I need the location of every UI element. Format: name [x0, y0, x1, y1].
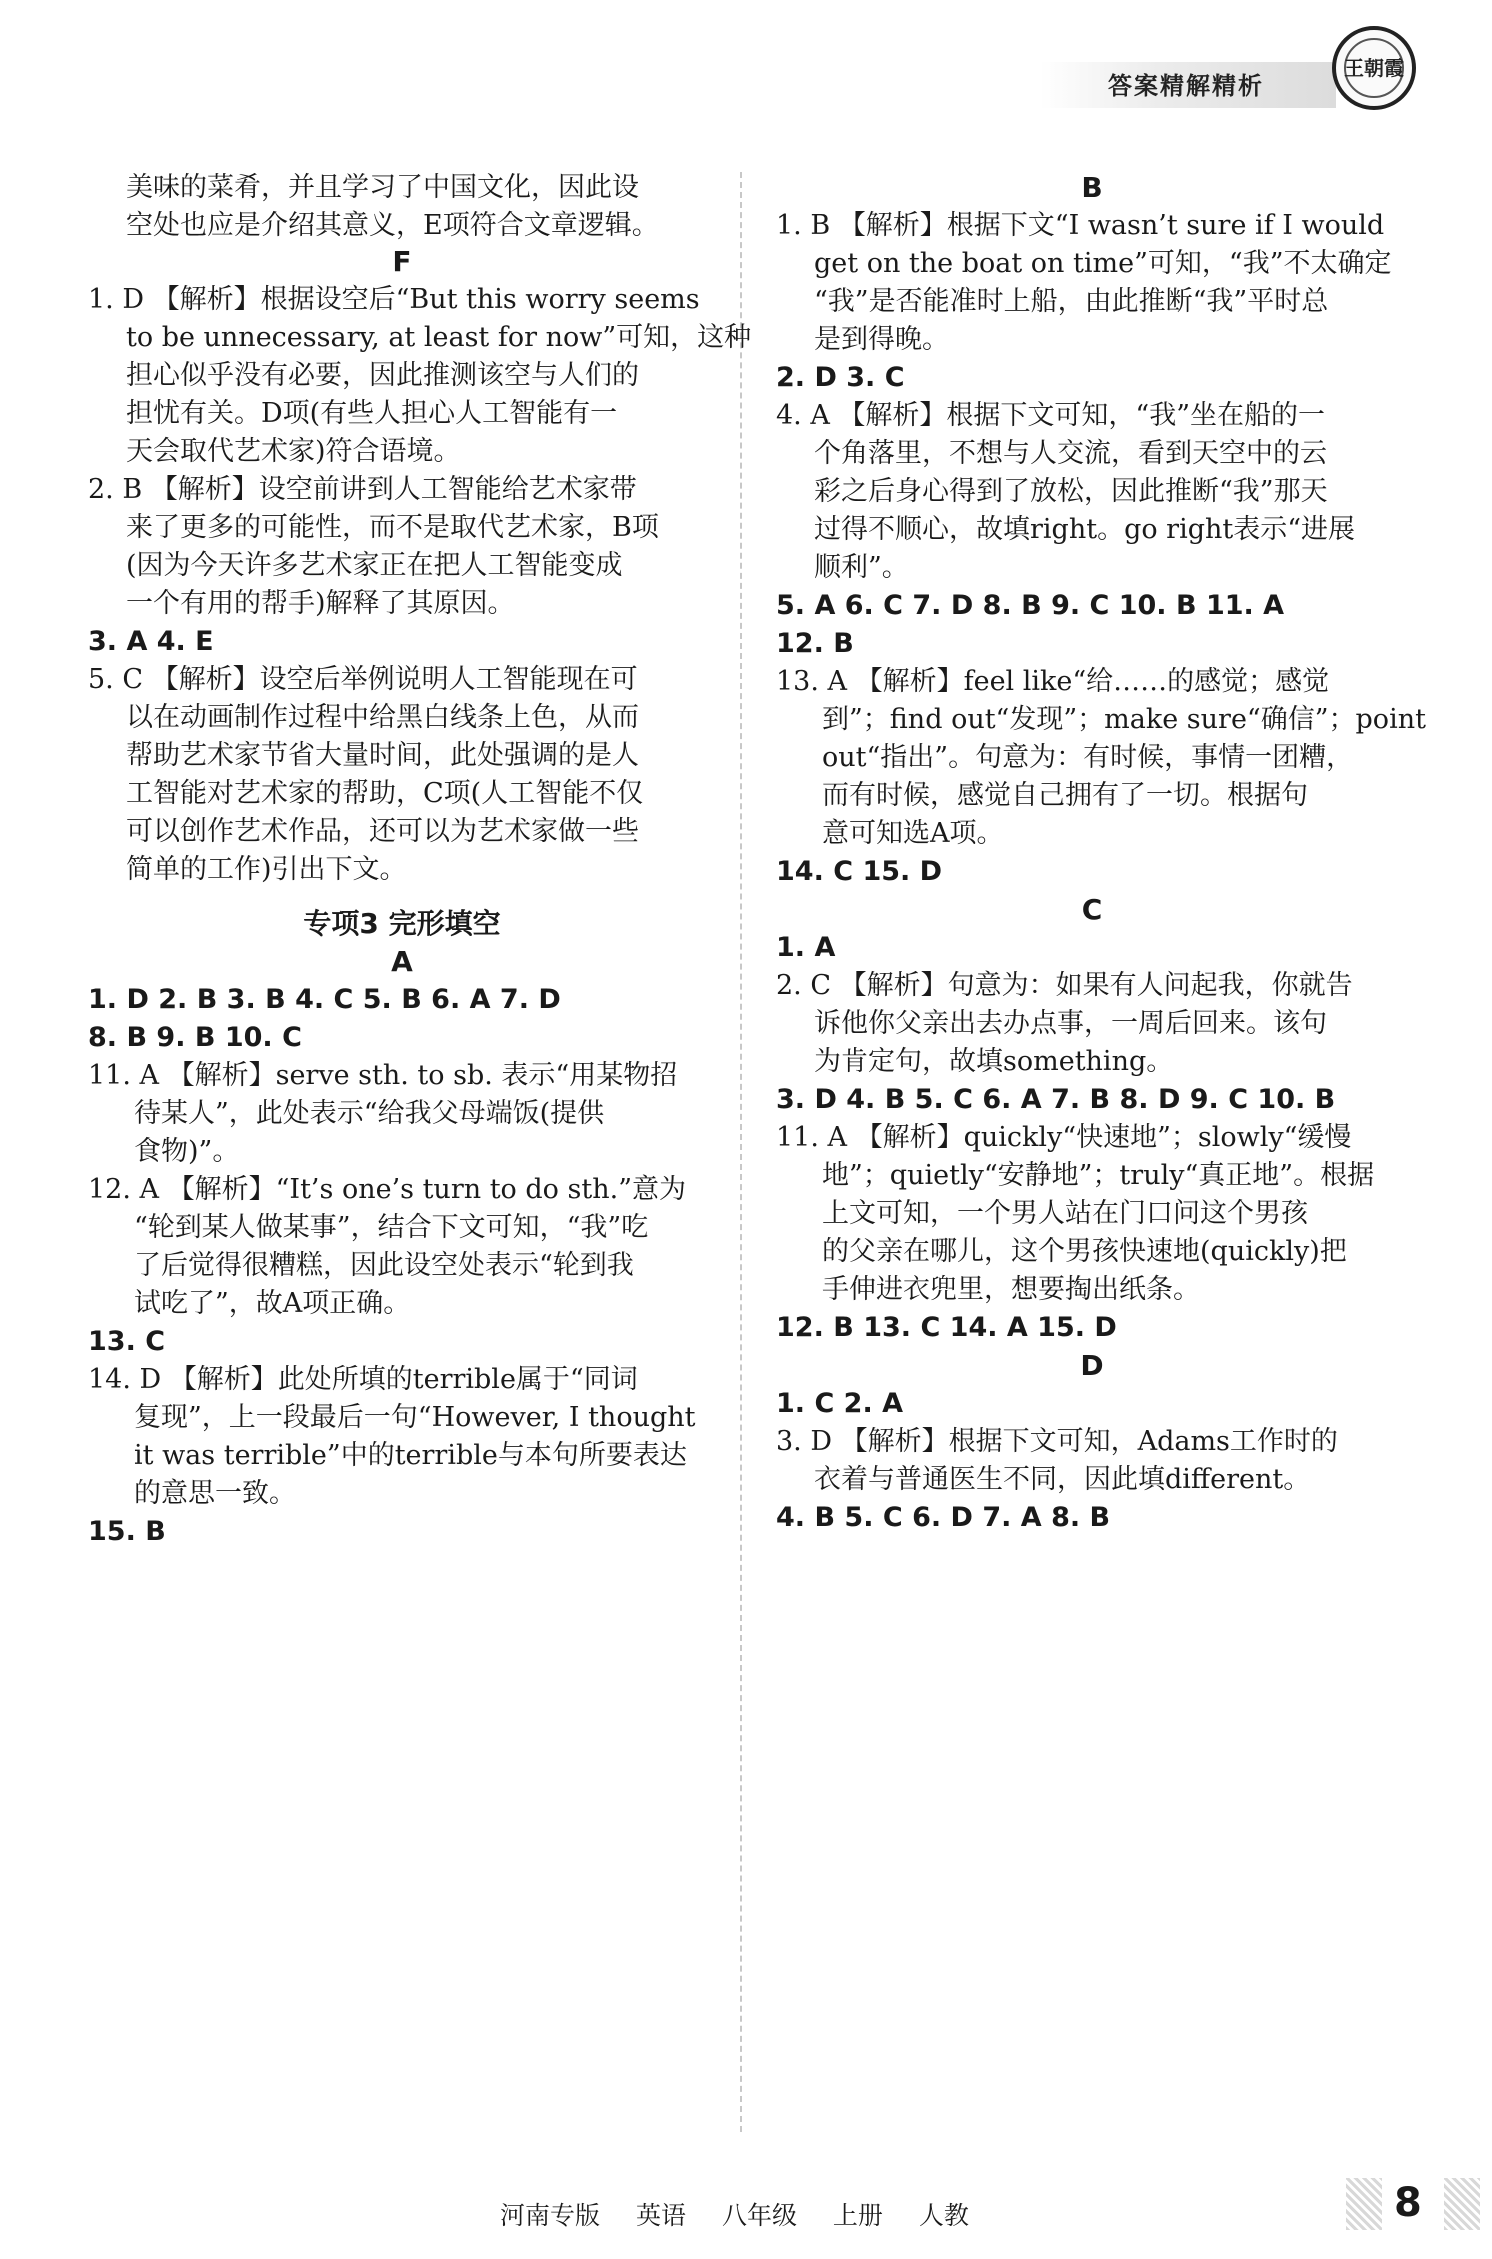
- text-line: 的意思一致。: [134, 1478, 296, 1509]
- page-number: 8: [1394, 2180, 1422, 2226]
- text-line: 而有时候，感觉自己拥有了一切。根据句: [822, 780, 1308, 811]
- section-heading-d: D: [1080, 1349, 1104, 1382]
- text-line: “我”是否能准时上船，由此推断“我”平时总: [814, 286, 1329, 317]
- text-line: 了后觉得很糟糕，因此设空处表示“轮到我: [134, 1250, 634, 1281]
- answer-item: 3. A 4. E: [88, 626, 214, 657]
- text-line: 过得不顺心，故填right。go right表示“进展: [814, 514, 1356, 545]
- footer-edition: 河南专版: [500, 2201, 601, 2230]
- text-line: 帮助艺术家节省大量时间，此处强调的是人: [126, 740, 639, 771]
- footer-publisher: 人教: [918, 2201, 969, 2230]
- footer: [500, 2196, 997, 2232]
- text-line: 食物)”。: [134, 1136, 240, 1167]
- text-line: 美味的菜肴，并且学习了中国文化，因此设: [126, 172, 639, 203]
- footer-subject: 英语: [635, 2201, 686, 2230]
- column-divider: [740, 172, 742, 2132]
- answer-item: 4. A 【解析】根据下文可知，“我”坐在船的一: [776, 400, 1326, 431]
- text-line: get on the boat on time”可知，“我”不太确定: [814, 248, 1392, 279]
- answer-item: 5. A 6. C 7. D 8. B 9. C 10. B 11. A: [776, 590, 1285, 621]
- text-line: 简单的工作)引出下文。: [126, 854, 407, 885]
- text-line: 为肯定句，故填something。: [814, 1046, 1174, 1077]
- section-heading-c: C: [1081, 893, 1103, 926]
- section-title-cloze: 专项3 完形填空: [303, 907, 501, 940]
- answer-item: 2. B 【解析】设空前讲到人工智能给艺术家带: [88, 474, 637, 505]
- text-line: 衣着与普通医生不同，因此填different。: [814, 1464, 1311, 1495]
- answer-item: 12. A 【解析】“It’s one’s turn to do sth.”意为: [88, 1174, 686, 1205]
- footer-volume: 上册: [832, 2201, 883, 2230]
- header-title: 答案精解精析: [1108, 72, 1264, 100]
- text-line: out“指出”。句意为：有时候，事情一团糟，: [822, 742, 1354, 773]
- text-line: 工智能对艺术家的帮助，C项(人工智能不仅: [126, 778, 644, 809]
- text-line: “轮到某人做某事”，结合下文可知，“我”吃: [134, 1212, 649, 1243]
- footer-pattern-left: [1346, 2178, 1382, 2230]
- text-line: it was terrible”中的terrible与本句所要表达: [134, 1440, 687, 1471]
- text-line: 以在动画制作过程中给黑白线条上色，从而: [126, 702, 639, 733]
- answer-item: 3. D 4. B 5. C 6. A 7. B 8. D 9. C 10. B: [776, 1084, 1336, 1115]
- section-heading-f: F: [392, 245, 412, 278]
- brand-logo: [1332, 26, 1416, 110]
- answer-item: 11. A 【解析】serve sth. to sb. 表示“用某物招: [88, 1060, 678, 1091]
- text-line: 天会取代艺术家)符合语境。: [126, 436, 461, 467]
- logo-text: 王朝霞: [1344, 56, 1404, 80]
- answer-item: 5. C 【解析】设空后举例说明人工智能现在可: [88, 664, 638, 695]
- text-line: 手伸进衣兜里，想要掏出纸条。: [822, 1274, 1200, 1305]
- section-heading-a: A: [391, 945, 413, 978]
- answer-item: 11. A 【解析】quickly“快速地”；slowly“缓慢: [776, 1122, 1352, 1153]
- text-line: 可以创作艺术作品，还可以为艺术家做一些: [126, 816, 639, 847]
- answer-item: 2. D 3. C: [776, 362, 905, 393]
- answer-item: 12. B 13. C 14. A 15. D: [776, 1312, 1117, 1343]
- text-line: 担心似乎没有必要，因此推测该空与人们的: [126, 360, 639, 391]
- answer-item: 15. B: [88, 1516, 166, 1547]
- answer-item: 14. C 15. D: [776, 856, 943, 887]
- section-heading-b: B: [1081, 171, 1103, 204]
- answer-item: 2. C 【解析】句意为：如果有人问起我，你就告: [776, 970, 1353, 1001]
- text-line: to be unnecessary, at least for now”可知，这种: [126, 322, 752, 353]
- footer-pattern-right: [1444, 2178, 1480, 2230]
- text-line: 到”；find out“发现”；make sure“确信”；point: [822, 704, 1426, 735]
- text-line: (因为今天许多艺术家正在把人工智能变成: [126, 550, 623, 581]
- text-line: 复现”，上一段最后一句“However, I thought: [134, 1402, 696, 1433]
- text-line: 试吃了”，故A项正确。: [134, 1288, 411, 1319]
- text-line: 是到得晚。: [814, 324, 949, 355]
- answer-item: 3. D 【解析】根据下文可知，Adams工作时的: [776, 1426, 1338, 1457]
- text-line: 上文可知，一个男人站在门口问这个男孩: [822, 1198, 1308, 1229]
- answer-item: 1. D 2. B 3. B 4. C 5. B 6. A 7. D: [88, 984, 561, 1015]
- text-line: 一个有用的帮手)解释了其原因。: [126, 588, 515, 619]
- answer-item: 1. A: [776, 932, 836, 963]
- footer-grade: 八年级: [721, 2201, 797, 2230]
- text-line: 的父亲在哪儿，这个男孩快速地(quickly)把: [822, 1236, 1347, 1267]
- text-line: 地”；quietly“安静地”；truly“真正地”。根据: [822, 1160, 1375, 1191]
- answer-item: 14. D 【解析】此处所填的terrible属于“同词: [88, 1364, 638, 1395]
- text-line: 个角落里，不想与人交流，看到天空中的云: [814, 438, 1327, 469]
- answer-item: 1. B 【解析】根据下文“I wasn’t sure if I would: [776, 210, 1385, 241]
- text-line: 诉他你父亲出去办点事，一周后回来。该句: [814, 1008, 1327, 1039]
- text-line: 顺利”。: [814, 552, 909, 583]
- text-line: 彩之后身心得到了放松，因此推断“我”那天: [814, 476, 1328, 507]
- text-line: 待某人”，此处表示“给我父母端饭(提供: [134, 1098, 605, 1129]
- answer-item: 1. D 【解析】根据设空后“But this worry seems: [88, 284, 700, 315]
- text-line: 空处也应是介绍其意义，E项符合文章逻辑。: [126, 210, 659, 241]
- text-line: 担忧有关。D项(有些人担心人工智能有一: [126, 398, 618, 429]
- answer-item: 12. B: [776, 628, 854, 659]
- answer-item: 1. C 2. A: [776, 1388, 903, 1419]
- text-line: 意可知选A项。: [822, 818, 1004, 849]
- answer-item: 13. C: [88, 1326, 166, 1357]
- text-line: 来了更多的可能性，而不是取代艺术家，B项: [126, 512, 659, 543]
- answer-item: 4. B 5. C 6. D 7. A 8. B: [776, 1502, 1111, 1533]
- answer-item: 13. A 【解析】feel like“给……的感觉；感觉: [776, 666, 1330, 697]
- answer-item: 8. B 9. B 10. C: [88, 1022, 302, 1053]
